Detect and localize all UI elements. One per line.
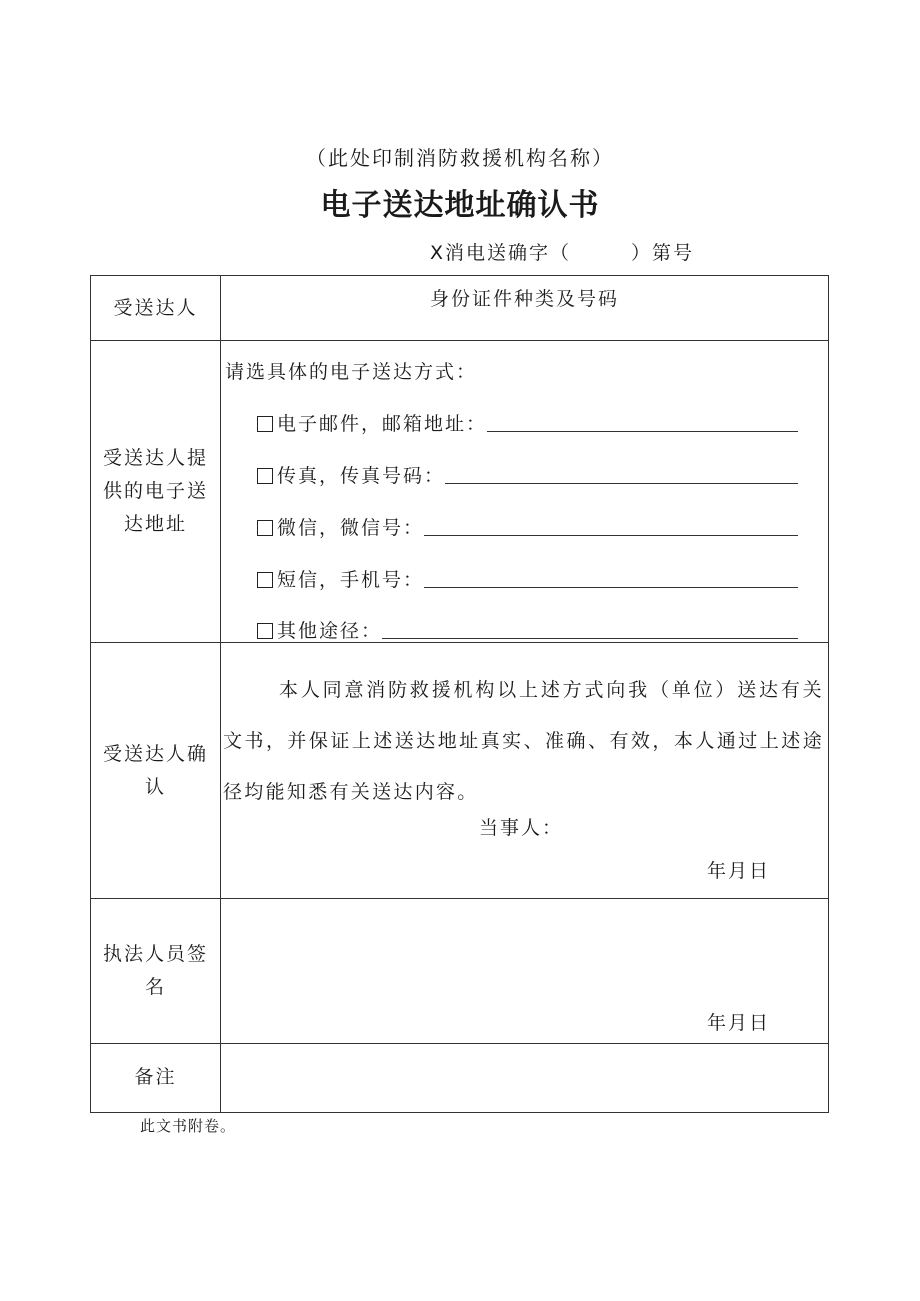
recipient-value-cell[interactable] xyxy=(221,276,829,341)
method-email-row xyxy=(257,409,798,436)
confirmation-label: 受送达人确认 xyxy=(102,742,208,798)
method-intro: 请选具体的电子送达方式： xyxy=(225,361,478,384)
wechat-input-line[interactable] xyxy=(424,534,798,536)
method-fax-row xyxy=(257,461,798,488)
remarks-value-cell[interactable] xyxy=(221,1043,829,1112)
address-label-cell xyxy=(91,341,221,643)
recipient-label-cell xyxy=(91,276,221,341)
address-row xyxy=(91,341,829,643)
method-sms-row xyxy=(257,565,798,592)
confirmation-date-label: 年月日 xyxy=(706,860,770,883)
confirmation-form-table xyxy=(90,275,829,1113)
sms-input-line[interactable] xyxy=(424,586,798,588)
email-checkbox[interactable] xyxy=(257,416,273,432)
officer-signature-cell[interactable] xyxy=(221,898,829,1043)
remarks-label: 备注 xyxy=(134,1066,177,1089)
remarks-row xyxy=(91,1043,829,1112)
email-input-line[interactable] xyxy=(487,430,798,432)
officer-label-cell xyxy=(91,898,221,1043)
other-checkbox[interactable] xyxy=(257,623,273,639)
document-number xyxy=(430,238,694,265)
id-type-label: 身份证件种类及号码 xyxy=(429,288,619,310)
fax-input-line[interactable] xyxy=(445,482,798,484)
method-other-label: 其他途径： xyxy=(277,620,383,643)
method-fax-label: 传真，传真号码： xyxy=(277,465,446,488)
recipient-label: 受送达人 xyxy=(113,296,198,319)
recipient-row xyxy=(91,276,829,341)
confirmation-value-cell xyxy=(221,643,829,898)
document-number-suffix: ）第号 xyxy=(631,242,695,264)
officer-row xyxy=(91,898,829,1043)
fax-checkbox[interactable] xyxy=(257,468,273,484)
officer-date-label: 年月日 xyxy=(706,1011,770,1034)
confirmation-row xyxy=(91,643,829,898)
party-signature-label: 当事人： xyxy=(479,817,564,840)
officer-label: 执法人员签名 xyxy=(102,942,208,998)
remarks-label-cell xyxy=(91,1043,221,1112)
method-other-row xyxy=(257,616,798,643)
method-email-label: 电子邮件，邮箱地址： xyxy=(277,413,488,436)
other-input-line[interactable] xyxy=(382,637,798,639)
address-label: 受送达人提供的电子送达地址 xyxy=(102,447,208,536)
document-title: 电子送达地址确认书 xyxy=(320,188,600,223)
address-value-cell xyxy=(221,341,829,643)
method-sms-label: 短信，手机号： xyxy=(277,569,425,592)
method-wechat-row xyxy=(257,513,798,540)
sms-checkbox[interactable] xyxy=(257,572,273,588)
footnote: 此文书附卷。 xyxy=(140,1117,237,1135)
method-wechat-label: 微信，微信号： xyxy=(277,517,425,540)
org-name: （此处印制消防救援机构名称） xyxy=(306,146,614,170)
document-number-prefix: X消电送确字（ xyxy=(430,242,572,264)
confirmation-statement: 本人同意消防救援机构以上述方式向我（单位）送达有关文书，并保证上述送达地址真实、准确、有效，本人通过上述途径均能知悉有关送达内容。 xyxy=(223,679,824,804)
wechat-checkbox[interactable] xyxy=(257,520,273,536)
confirmation-label-cell xyxy=(91,643,221,898)
